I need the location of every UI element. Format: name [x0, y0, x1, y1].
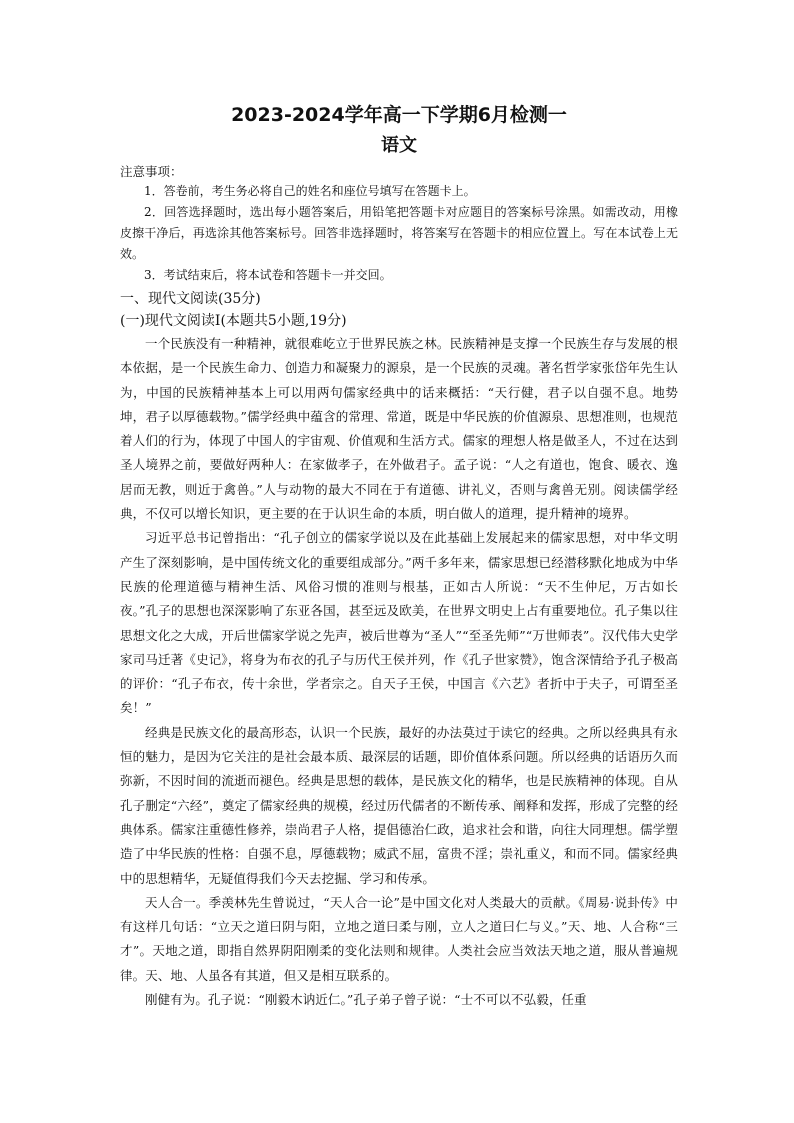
passage-paragraph-5: 刚健有为。孔子说：“刚毅木讷近仁。”孔子弟子曾子说：“士不可以不弘毅，任重 [145, 992, 587, 1008]
section-subheading: (一)现代文阅读Ⅰ(本题共5小题,19分) [120, 313, 347, 329]
exam-page [120, 100, 678, 1012]
passage-paragraph-2: 习近平总书记曾指出：“孔子创立的儒家学说以及在此基础上发展起来的儒家思想，对中华文明产生了深刻影响，是中国传统文化的重要组成部分。”两千多年来，儒家思想已经潜移默化地成为中华民族的伦理道德与精神生活、风俗习惯的准则与根基，正如古人所说：“天不生仲尼，万古如长夜。”孔子的思想也深深影响了东亚各国，甚至远及欧美，在世界文明史上占有重要地位。孔子集以往思想文化之大成，开后世儒家学说之先声，被后世尊为“圣人”“至圣先师”“万世师表”。汉代伟大史学家司马迁著《史记》，将身为布衣的孔子与历代王侯并列，作《孔子世家赞》，饱含深情给予孔子极高的评价：“孔子布衣，传十余世，学者宗之。自天子王侯，中国言《六艺》者折中于夫子，可谓至圣矣！” [120, 530, 678, 716]
notice-title: 注意事项： [120, 164, 183, 179]
exam-title: 2023-2024学年高一下学期6月检测一 [231, 104, 567, 126]
passage-paragraph-1: 一个民族没有一种精神，就很难屹立于世界民族之林。民族精神是支撑一个民族生存与发展的根本依据，是一个民族生命力、创造力和凝聚力的源泉，是一个民族的灵魂。著名哲学家张岱年先生认为，中国的民族精神基本上可以用两句儒家经典中的话来概括：“天行健，君子以自强不息。地势坤，君子以厚德载物。”儒学经典中蕴含的常理、常道，既是中华民族的价值源泉、思想准则，也规范着人们的行为，体现了中国人的宇宙观、价值观和生活方式。儒家的理想人格是做圣人，不过在达到圣人境界之前，要做好两种人：在家做孝子，在外做君子。孟子说：“人之有道也，饱食、暖衣、逸居而无教，则近于禽兽。”人与动物的最大不同在于有道德、讲礼义，否则与禽兽无别。阅读儒学经典，不仅可以增长知识，更主要的在于认识生命的本质，明白做人的道理，提升精神的境界。 [120, 336, 678, 522]
exam-subject: 语文 [381, 135, 417, 156]
section-heading: 一、现代文阅读(35分) [120, 291, 261, 307]
passage-paragraph-3: 经典是民族文化的最高形态，认识一个民族，最好的办法莫过于读它的经典。之所以经典具有永恒的魅力，是因为它关注的是社会最本质、最深层的话题，即价值体系问题。所以经典的话语历久而弥新，不因时间的流逝而褪色。经典是思想的载体，是民族文化的精华，也是民族精神的体现。自从孔子删定“六经”，奠定了儒家经典的规模，经过历代儒者的不断传承、阐释和发挥，形成了完整的经典体系。儒家注重德性修养，崇尚君子人格，提倡德治仁政，追求社会和谐，向往大同理想。儒学塑造了中华民族的性格：自强不息，厚德载物；威武不屈，富贵不淫；崇礼重义，和而不同。儒家经典中的思想精华，无疑值得我们今天去挖掘、学习和传承。 [120, 724, 678, 886]
notice-item-2: 2．回答选择题时，选出每小题答案后，用铅笔把答题卡对应题目的答案标号涂黑。如需改动，用橡皮擦干净后，再选涂其他答案标号。回答非选择题时，将答案写在答题卡的相应位置上。写在本试卷上无效。 [120, 205, 678, 261]
notice-item-3: 3．考试结束后，将本试卷和答题卡一并交回。 [144, 268, 392, 282]
passage-paragraph-4: 天人合一。季羡林先生曾说过，“天人合一论”是中国文化对人类最大的贡献。《周易·说卦传》中有这样几句话：“立天之道曰阴与阳，立地之道曰柔与刚，立人之道曰仁与义。”天、地、人合称“三才”。天地之道，即指自然界阴阳刚柔的变化法则和规律。人类社会应当效法天地之道，服从普遍规律。天、地、人虽各有其道，但又是相互联系的。 [120, 894, 678, 983]
notice-item-1: 1．答卷前，考生务必将自己的姓名和座位号填写在答题卡上。 [144, 184, 476, 198]
